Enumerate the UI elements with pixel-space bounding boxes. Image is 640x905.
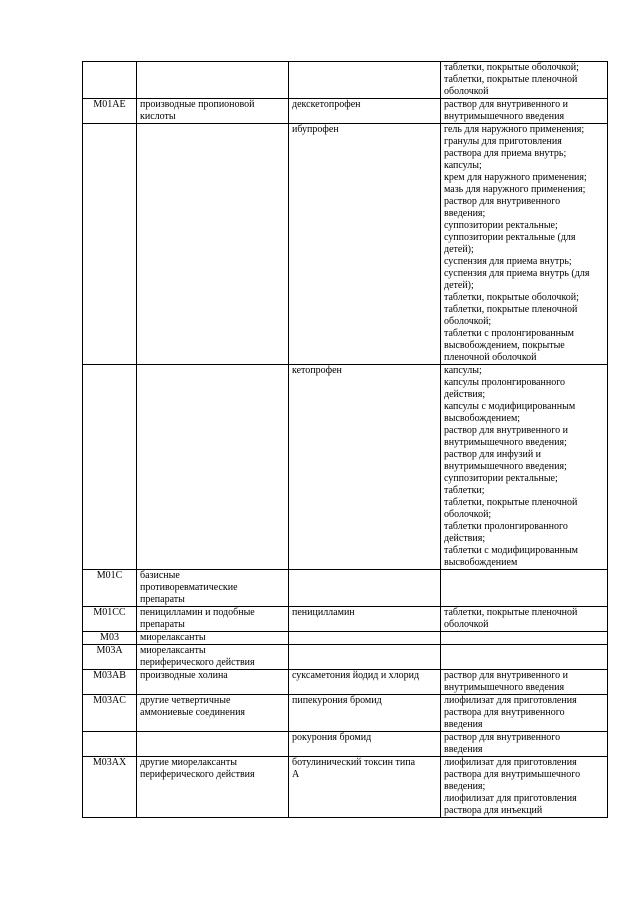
substance-cell <box>289 757 441 818</box>
dosage-forms-line: внутримышечного введения; <box>444 437 567 448</box>
dosage-forms-line: таблетки, покрытые оболочкой; <box>444 292 579 303</box>
substance-cell <box>289 645 441 670</box>
substance-line: А <box>292 769 300 780</box>
dosage-forms-line: оболочкой <box>444 86 489 97</box>
atc-code-text: M03 <box>100 632 119 643</box>
dosage-forms-line: оболочкой; <box>444 316 492 327</box>
dosage-forms-line: таблетки, покрытые пленочной <box>444 304 578 315</box>
group-cell <box>137 124 289 365</box>
dosage-forms-line: высвобождением; <box>444 413 521 424</box>
dosage-forms-line: раствора для приема внутрь; <box>444 148 567 159</box>
substance-cell <box>289 732 441 757</box>
dosage-forms-line: раствор для внутривенного и <box>444 670 569 681</box>
group-line: производные пропионовой <box>140 99 255 110</box>
group-line: периферического действия <box>140 769 255 780</box>
table-row <box>83 607 608 632</box>
atc-code-cell <box>83 732 137 757</box>
dosage-forms-line: действия; <box>444 389 486 400</box>
group-line: периферического действия <box>140 657 255 668</box>
dosage-forms-cell <box>441 757 608 818</box>
dosage-forms-line: суппозитории ректальные; <box>444 220 558 231</box>
group-line: препараты <box>140 594 185 605</box>
dosage-forms-line: раствор для внутривенного и <box>444 425 569 436</box>
group-line: миорелаксанты <box>140 645 206 656</box>
dosage-forms-line: раствор для внутривенного и <box>444 99 569 110</box>
dosage-forms-cell <box>441 645 608 670</box>
table-row <box>83 570 608 607</box>
group-line: противоревматические <box>140 582 238 593</box>
dosage-forms-line: суспензия для приема внутрь (для <box>444 268 590 279</box>
group-cell <box>137 757 289 818</box>
dosage-forms-line: крем для наружного применения; <box>444 172 587 183</box>
dosage-forms-line: таблетки, покрытые пленочной <box>444 497 578 508</box>
dosage-forms-cell <box>441 124 608 365</box>
group-cell <box>137 670 289 695</box>
dosage-forms-line: внутримышечного введения <box>444 111 565 122</box>
group-line: базисные <box>140 570 180 581</box>
dosage-forms-line: пленочной оболочкой <box>444 352 537 363</box>
group-line: производные холина <box>140 670 228 681</box>
group-cell <box>137 570 289 607</box>
dosage-forms-cell <box>441 365 608 570</box>
group-cell <box>137 99 289 124</box>
atc-code-text: M03AC <box>93 695 126 706</box>
dosage-forms-line: суппозитории ректальные (для <box>444 232 576 243</box>
dosage-forms-line: лиофилизат для приготовления <box>444 793 577 804</box>
substance-cell <box>289 62 441 99</box>
atc-code-cell <box>83 757 137 818</box>
group-line: другие четвертичные <box>140 695 231 706</box>
dosage-forms-cell <box>441 62 608 99</box>
dosage-forms-line: раствор для внутривенного <box>444 196 561 207</box>
dosage-forms-line: высвобождением, покрытые <box>444 340 565 351</box>
atc-code-cell <box>83 607 137 632</box>
dosage-forms-line: таблетки с модифицированным <box>444 545 579 556</box>
drug-table <box>82 61 608 818</box>
atc-code-cell <box>83 62 137 99</box>
atc-code-text: M03AB <box>93 670 126 681</box>
dosage-forms-cell <box>441 632 608 645</box>
dosage-forms-cell <box>441 695 608 732</box>
substance-line: кетопрофен <box>292 365 342 376</box>
dosage-forms-cell <box>441 99 608 124</box>
substance-line: ибупрофен <box>292 124 339 135</box>
dosage-forms-line: раствора для инъекций <box>444 805 543 816</box>
substance-cell <box>289 695 441 732</box>
dosage-forms-line: суспензия для приема внутрь; <box>444 256 572 267</box>
atc-code-text: M03A <box>96 645 123 656</box>
atc-code-cell <box>83 365 137 570</box>
group-cell <box>137 695 289 732</box>
substance-cell <box>289 99 441 124</box>
atc-code-text: M03AX <box>92 757 127 768</box>
dosage-forms-cell <box>441 607 608 632</box>
table-row <box>83 645 608 670</box>
atc-code-cell <box>83 124 137 365</box>
dosage-forms-line: детей); <box>444 244 474 255</box>
group-cell <box>137 62 289 99</box>
dosage-forms-line: капсулы пролонгированного <box>444 377 566 388</box>
atc-code-cell <box>83 632 137 645</box>
table-row <box>83 62 608 99</box>
dosage-forms-line: таблетки, покрытые пленочной <box>444 74 578 85</box>
atc-code-cell <box>83 99 137 124</box>
group-cell <box>137 645 289 670</box>
substance-line: декскетопрофен <box>292 99 361 110</box>
drug-table-body <box>83 62 608 818</box>
dosage-forms-line: введения <box>444 744 483 755</box>
substance-cell <box>289 365 441 570</box>
substance-cell <box>289 124 441 365</box>
group-line: препараты <box>140 619 185 630</box>
dosage-forms-line: капсулы с модифицированным <box>444 401 576 412</box>
dosage-forms-line: оболочкой <box>444 619 489 630</box>
substance-line: пипекурония бромид <box>292 695 382 706</box>
table-row <box>83 124 608 365</box>
group-line: аммониевые соединения <box>140 707 246 718</box>
dosage-forms-line: введения; <box>444 781 486 792</box>
atc-code-text: M01C <box>96 570 123 581</box>
dosage-forms-line: детей); <box>444 280 474 291</box>
dosage-forms-line: лиофилизат для приготовления <box>444 695 577 706</box>
table-row <box>83 670 608 695</box>
dosage-forms-line: мазь для наружного применения; <box>444 184 586 195</box>
substance-line: пеницилламин <box>292 607 355 618</box>
dosage-forms-line: таблетки пролонгированного <box>444 521 568 532</box>
table-row <box>83 99 608 124</box>
dosage-forms-cell <box>441 670 608 695</box>
group-line: кислоты <box>140 111 176 122</box>
substance-line: рокурония бромид <box>292 732 372 743</box>
dosage-forms-line: таблетки, покрытые пленочной <box>444 607 578 618</box>
dosage-forms-cell <box>441 732 608 757</box>
dosage-forms-line: введения <box>444 719 483 730</box>
substance-line: ботулинический токсин типа <box>292 757 416 768</box>
group-line: миорелаксанты <box>140 632 206 643</box>
dosage-forms-line: раствора для внутримышечного <box>444 769 581 780</box>
table-row <box>83 732 608 757</box>
dosage-forms-line: введения; <box>444 208 486 219</box>
table-row <box>83 632 608 645</box>
atc-code-text: M01AE <box>93 99 126 110</box>
substance-line: суксаметония йодид и хлорид <box>292 670 420 681</box>
group-line: пеницилламин и подобные <box>140 607 255 618</box>
dosage-forms-line: таблетки; <box>444 485 485 496</box>
group-cell <box>137 365 289 570</box>
group-line: другие миорелаксанты <box>140 757 237 768</box>
dosage-forms-line: гель для наружного применения; <box>444 124 585 135</box>
group-cell <box>137 607 289 632</box>
dosage-forms-line: раствор для инфузий и <box>444 449 542 460</box>
dosage-forms-line: внутримышечного введения; <box>444 461 567 472</box>
atc-code-cell <box>83 695 137 732</box>
group-cell <box>137 732 289 757</box>
dosage-forms-line: внутримышечного введения <box>444 682 565 693</box>
dosage-forms-line: раствор для внутривенного <box>444 732 561 743</box>
table-row <box>83 365 608 570</box>
dosage-forms-cell <box>441 570 608 607</box>
atc-code-cell <box>83 570 137 607</box>
substance-cell <box>289 570 441 607</box>
dosage-forms-line: лиофилизат для приготовления <box>444 757 577 768</box>
dosage-forms-line: таблетки, покрытые оболочкой; <box>444 62 579 73</box>
dosage-forms-line: суппозитории ректальные; <box>444 473 558 484</box>
table-row <box>83 757 608 818</box>
dosage-forms-line: действия; <box>444 533 486 544</box>
dosage-forms-line: капсулы; <box>444 160 482 171</box>
atc-code-text: M01CC <box>93 607 126 618</box>
dosage-forms-line: раствора для внутривенного <box>444 707 565 718</box>
atc-code-cell <box>83 645 137 670</box>
substance-cell <box>289 607 441 632</box>
substance-cell <box>289 670 441 695</box>
substance-cell <box>289 632 441 645</box>
table-row <box>83 695 608 732</box>
group-cell <box>137 632 289 645</box>
dosage-forms-line: капсулы; <box>444 365 482 376</box>
dosage-forms-line: таблетки с пролонгированным <box>444 328 575 339</box>
dosage-forms-line: гранулы для приготовления <box>444 136 562 147</box>
dosage-forms-line: высвобождением <box>444 557 518 568</box>
dosage-forms-line: оболочкой; <box>444 509 492 520</box>
atc-code-cell <box>83 670 137 695</box>
